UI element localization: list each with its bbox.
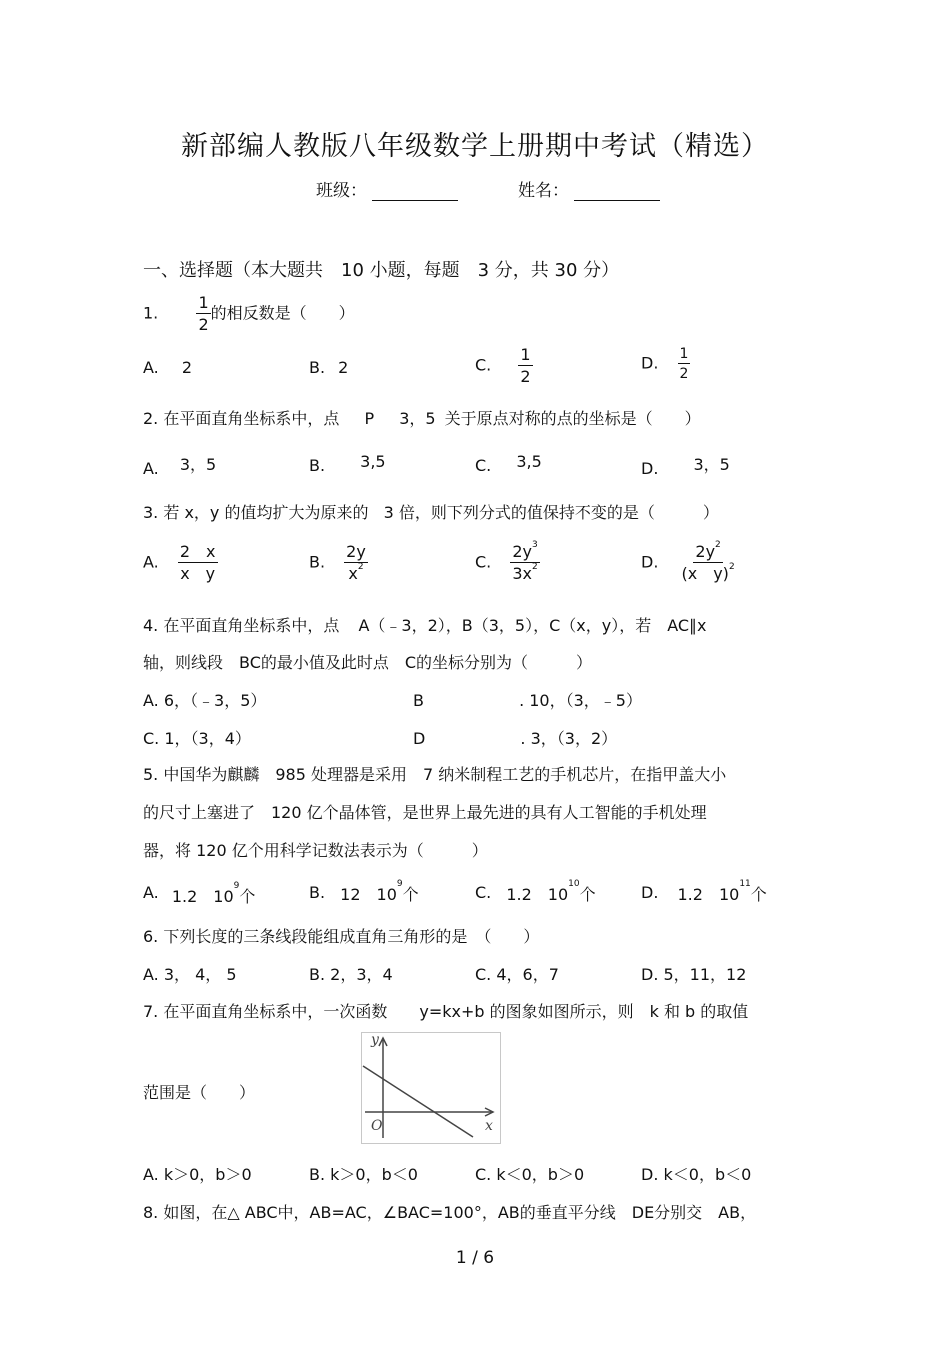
q1-option-b[interactable]: B. 2 [309, 358, 349, 377]
q3-option-a[interactable]: A. $\frac{2 x}{\text{x y}}$ [143, 542, 216, 583]
q2-option-d[interactable]: D. 3，5 [641, 455, 730, 478]
section-heading: 一、选择题（本大题共 10 小题，每题 3 分，共 30 分） [143, 260, 620, 281]
q3-option-b[interactable]: B. $\frac{2y}{x^2}$ [309, 542, 366, 583]
linear-function-graph [361, 1032, 501, 1144]
x-axis-label: x [485, 1118, 493, 1134]
q4-option-c[interactable]: C. 1，（3，4） [143, 729, 251, 748]
name-field [518, 176, 660, 201]
question-6: 6. 下列长度的三条线段能组成直角三角形的是 （ ） [143, 927, 540, 946]
q1-option-d[interactable]: D. $\frac{1}{2}$ [641, 346, 689, 382]
question-5-line-3: 器，将 120 亿个用科学记数法表示为（ ） [143, 841, 488, 860]
question-5-line-1: 5. 中国华为麒麟 985 处理器是采用 7 纳米制程工艺的手机芯片，在指甲盖大小 [143, 765, 727, 784]
q1-fraction: $\frac{1}{2}$ [198, 293, 209, 334]
q7-option-c[interactable]: C. k＜0，b＞0 [475, 1165, 585, 1184]
question-4-line-1: 4. 在平面直角坐标系中，点 A（﹣3，2），B（3，5），C（x，y），若 AC∥x [143, 616, 707, 635]
question-2: 2. 在平面直角坐标系中，点 P 3，5 关于原点对称的点的坐标是（ ） [143, 409, 701, 428]
class-field [316, 176, 458, 201]
q1-option-c[interactable]: C. $\frac{1}{2}$ [475, 345, 531, 386]
page-number: 1 / 6 [455, 1248, 495, 1268]
q7-option-b[interactable]: B. k＞0，b＜0 [309, 1165, 418, 1184]
q5-option-a[interactable]: A. 1.2 $10^9$个 [143, 881, 256, 906]
q1-option-a[interactable]: A. 2 [143, 358, 193, 377]
q6-option-d[interactable]: D. 5，11，12 [641, 965, 747, 984]
question-7-line-1: 7. 在平面直角坐标系中，一次函数 y=kx+b 的图象如图所示，则 k 和 b 的取值 [143, 1002, 749, 1021]
q1-number: 1. [143, 303, 159, 323]
q6-option-c[interactable]: C. 4，6，7 [475, 965, 559, 984]
origin-label: O [371, 1118, 383, 1134]
q4-option-d[interactable]: D . 3，（3，2） [413, 729, 618, 748]
question-3: 3. 若 x，y 的值均扩大为原来的 3 倍，则下列分式的值保持不变的是（ ） [143, 503, 719, 522]
q5-option-c[interactable]: C. 1.2 $10^{10}$个 [475, 879, 596, 904]
question-5-line-2: 的尺寸上塞进了 120 亿个晶体管，是世界上最先进的具有人工智能的手机处理 [143, 803, 707, 822]
question-8: 8. 如图，在△ ABC中，AB=AC，∠BAC=100°，AB的垂直平分线 DE分别交 AB， [143, 1203, 757, 1222]
q7-option-a[interactable]: A. k＞0，b＞0 [143, 1165, 252, 1184]
q3-option-d[interactable]: D. $\frac{2y^2}{(x y)^2}$ [641, 540, 735, 583]
q3-option-c[interactable]: C. $\frac{2y^3}{3x^2}$ [475, 540, 538, 583]
q2-option-a[interactable]: A. 3，5 [143, 455, 217, 478]
name-blank [574, 182, 660, 201]
q7-option-d[interactable]: D. k＜0，b＜0 [641, 1165, 752, 1184]
name-label: 姓名： [518, 181, 569, 201]
y-axis-label: y [371, 1032, 379, 1048]
q4-option-b[interactable]: B . 10，（3，﹣5） [413, 691, 642, 710]
q5-option-d[interactable]: D. 1.2 $10^{11}$个 [641, 879, 767, 904]
q4-option-a[interactable]: A. 6，（﹣3，5） [143, 691, 267, 710]
q1-text: 的相反数是（ ） [210, 303, 355, 323]
q2-option-c[interactable]: C. 3,5 [475, 452, 542, 475]
question-1 [143, 295, 355, 333]
class-blank [372, 182, 458, 201]
q5-option-b[interactable]: B. 12 $10^9$个 [309, 879, 419, 904]
question-4-line-2: 轴，则线段 BC的最小值及此时点 C的坐标分别为（ ） [143, 653, 593, 672]
question-7-line-2: 范围是（ ） [143, 1083, 256, 1102]
q6-option-b[interactable]: B. 2，3，4 [309, 965, 393, 984]
q6-option-a[interactable]: A. 3， 4， 5 [143, 965, 237, 984]
q2-option-b[interactable]: B. 3,5 [309, 452, 386, 475]
document-title: 新部编人教版八年级数学上册期中考试（精选） [181, 131, 769, 162]
class-label: 班级： [316, 181, 367, 201]
